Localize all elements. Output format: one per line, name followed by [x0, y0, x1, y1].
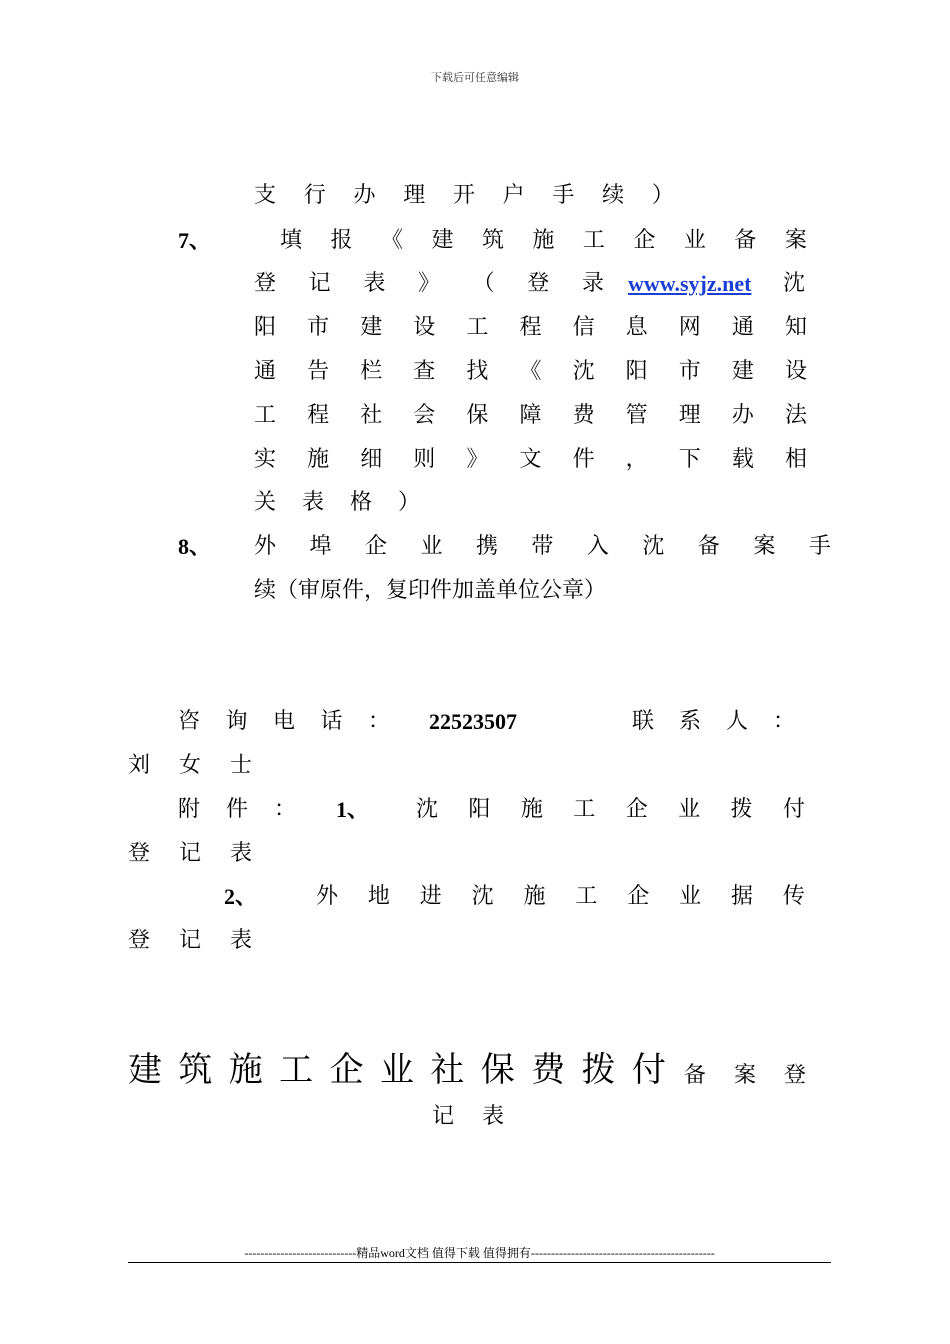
char: 话 — [320, 709, 343, 734]
char: 告 — [307, 359, 330, 384]
char: 案 — [733, 1063, 756, 1088]
char: 设 — [784, 359, 807, 384]
char: 进 — [419, 884, 442, 909]
char: 沈 — [471, 884, 494, 909]
char: 格 — [349, 490, 372, 515]
char: 登 — [128, 841, 151, 866]
item8-line1 — [254, 534, 831, 560]
char: 业 — [379, 1050, 414, 1090]
item7-line4 — [254, 359, 807, 385]
char: 据 — [731, 884, 754, 909]
attachment1-number: 1、 — [336, 797, 370, 822]
char: 联 — [632, 709, 655, 734]
char: 社 — [360, 403, 383, 428]
char: 则 — [413, 447, 436, 472]
char: 工 — [573, 797, 596, 822]
char: 拨 — [581, 1050, 616, 1090]
char: 栏 — [360, 359, 383, 384]
char: ： — [273, 797, 296, 822]
footer-note: ----------------------------精品word文档 值得下载 值得拥有---------------------------------------------- — [244, 1246, 715, 1260]
item7-line2-pre — [254, 271, 604, 297]
char: 备 — [734, 228, 757, 253]
item6-tail — [254, 183, 674, 209]
char: 程 — [307, 403, 330, 428]
item7-line2-post: 沈 — [783, 271, 806, 296]
item8-number: 8、 — [178, 534, 212, 559]
char: 费 — [531, 1050, 566, 1090]
contact-person-label — [632, 709, 795, 735]
char: 报 — [330, 228, 353, 253]
char: 记 — [178, 841, 201, 866]
char: 阳 — [254, 315, 277, 340]
char: 业 — [678, 797, 701, 822]
char: 施 — [307, 447, 330, 472]
char: 网 — [678, 315, 701, 340]
char: 备 — [684, 1063, 707, 1088]
attachment2-tail — [128, 928, 252, 954]
char: 登 — [254, 271, 277, 296]
header-note: 下载后可任意编辑 — [431, 71, 519, 84]
char: 市 — [678, 359, 701, 384]
char: 查 — [413, 359, 436, 384]
char: 筑 — [178, 1050, 213, 1090]
phone-label — [178, 709, 390, 735]
char: 行 — [303, 183, 326, 208]
char: 案 — [753, 534, 776, 559]
char: 填 — [280, 228, 303, 253]
char: 备 — [697, 534, 720, 559]
char: 设 — [413, 315, 436, 340]
char: 登 — [527, 271, 550, 296]
char: 理 — [403, 183, 426, 208]
char: 工 — [279, 1050, 314, 1090]
char: 》 — [466, 447, 489, 472]
char: 携 — [475, 534, 498, 559]
form-title-small — [684, 1063, 806, 1089]
char: 入 — [586, 534, 609, 559]
char: 费 — [572, 403, 595, 428]
char: 电 — [272, 709, 295, 734]
char: 附 — [178, 797, 201, 822]
char: 企 — [329, 1050, 364, 1090]
char: 表 — [229, 928, 252, 953]
char: （ — [472, 271, 495, 296]
item7-line3 — [254, 315, 807, 341]
char: 户 — [502, 183, 525, 208]
char: 施 — [520, 797, 543, 822]
item7-number: 7、 — [178, 228, 212, 253]
char: 》 — [417, 271, 440, 296]
char: 表 — [229, 841, 252, 866]
char: 企 — [633, 228, 656, 253]
char: 案 — [784, 228, 807, 253]
char: 业 — [683, 228, 706, 253]
char: 沈 — [416, 797, 439, 822]
char: 保 — [480, 1050, 515, 1090]
char: 沈 — [572, 359, 595, 384]
phone-number: 22523507 — [429, 709, 517, 734]
char: 外 — [316, 884, 339, 909]
char: 登 — [783, 1063, 806, 1088]
char: 记 — [432, 1104, 455, 1129]
char: ） — [651, 183, 674, 208]
char: ） — [397, 490, 420, 515]
char: 通 — [254, 359, 277, 384]
char: 业 — [679, 884, 702, 909]
char: 社 — [430, 1050, 465, 1090]
char: 保 — [466, 403, 489, 428]
char: 登 — [128, 928, 151, 953]
char: 企 — [364, 534, 387, 559]
syjz-link[interactable]: www.syjz.net — [628, 271, 752, 296]
char: 企 — [625, 797, 648, 822]
char: 理 — [678, 403, 701, 428]
char: 通 — [731, 315, 754, 340]
char: 市 — [307, 315, 330, 340]
char: 传 — [782, 884, 805, 909]
char: 表 — [481, 1104, 504, 1129]
item7-line1 — [280, 228, 807, 254]
char: 开 — [452, 183, 475, 208]
char: 细 — [360, 447, 383, 472]
item7-line5 — [254, 403, 807, 429]
char: 业 — [420, 534, 443, 559]
char: 建 — [731, 359, 754, 384]
char: 件 — [572, 447, 595, 472]
char: 询 — [225, 709, 248, 734]
char: 《 — [519, 359, 542, 384]
char: 管 — [625, 403, 648, 428]
char: 阳 — [625, 359, 648, 384]
char: 续 — [602, 183, 625, 208]
char: 下 — [678, 447, 701, 472]
char: 支 — [254, 183, 277, 208]
char: 埠 — [309, 534, 332, 559]
char: 实 — [254, 447, 277, 472]
char: 件 — [225, 797, 248, 822]
char: 载 — [731, 447, 754, 472]
char: 会 — [413, 403, 436, 428]
char: 程 — [519, 315, 542, 340]
contact-person — [128, 753, 252, 779]
char: 手 — [552, 183, 575, 208]
char: 建 — [360, 315, 383, 340]
char: 地 — [367, 884, 390, 909]
char: 企 — [627, 884, 650, 909]
char: 录 — [581, 271, 604, 296]
footer-divider — [128, 1262, 831, 1263]
char: 女 — [178, 753, 201, 778]
char: ： — [772, 709, 795, 734]
char: 息 — [625, 315, 648, 340]
char: 系 — [678, 709, 701, 734]
attachment2-number: 2、 — [224, 884, 258, 909]
char: 记 — [178, 928, 201, 953]
char: 人 — [725, 709, 748, 734]
item7-line6 — [254, 447, 807, 473]
char: 付 — [631, 1050, 666, 1090]
char: 记 — [308, 271, 331, 296]
char: 工 — [466, 315, 489, 340]
char: 办 — [353, 183, 376, 208]
char: 工 — [575, 884, 598, 909]
attachment2-title — [316, 884, 805, 910]
attachment1-tail — [128, 841, 252, 867]
char: 工 — [582, 228, 605, 253]
char: 建 — [128, 1050, 162, 1090]
char: 手 — [808, 534, 831, 559]
char: ， — [625, 447, 648, 472]
char: 知 — [784, 315, 807, 340]
char: 阳 — [468, 797, 491, 822]
char: 找 — [466, 359, 489, 384]
char: 刘 — [128, 753, 151, 778]
char: 带 — [531, 534, 554, 559]
item8-line2: 续（审原件，复印件加盖单位公章） — [254, 578, 607, 603]
char: 施 — [523, 884, 546, 909]
char: 付 — [782, 797, 805, 822]
char: 文 — [519, 447, 542, 472]
char: 工 — [254, 403, 277, 428]
item7-line7 — [254, 490, 420, 516]
char: 沈 — [642, 534, 665, 559]
char: 咨 — [178, 709, 201, 734]
form-title-main — [128, 1050, 666, 1090]
char: 《 — [380, 228, 403, 253]
char: 相 — [784, 447, 807, 472]
attachments-label — [178, 797, 296, 823]
char: 表 — [363, 271, 386, 296]
char: ： — [367, 709, 390, 734]
char: 施 — [532, 228, 555, 253]
char: 士 — [229, 753, 252, 778]
char: 外 — [254, 534, 277, 559]
char: 办 — [731, 403, 754, 428]
form-title-line2 — [432, 1104, 504, 1130]
char: 障 — [519, 403, 542, 428]
char: 施 — [228, 1050, 263, 1090]
char: 筑 — [481, 228, 504, 253]
char: 信 — [572, 315, 595, 340]
char: 拨 — [730, 797, 753, 822]
char: 法 — [784, 403, 807, 428]
char: 建 — [431, 228, 454, 253]
char: 关 — [254, 490, 277, 515]
attachment1-title — [416, 797, 805, 823]
char: 表 — [301, 490, 324, 515]
